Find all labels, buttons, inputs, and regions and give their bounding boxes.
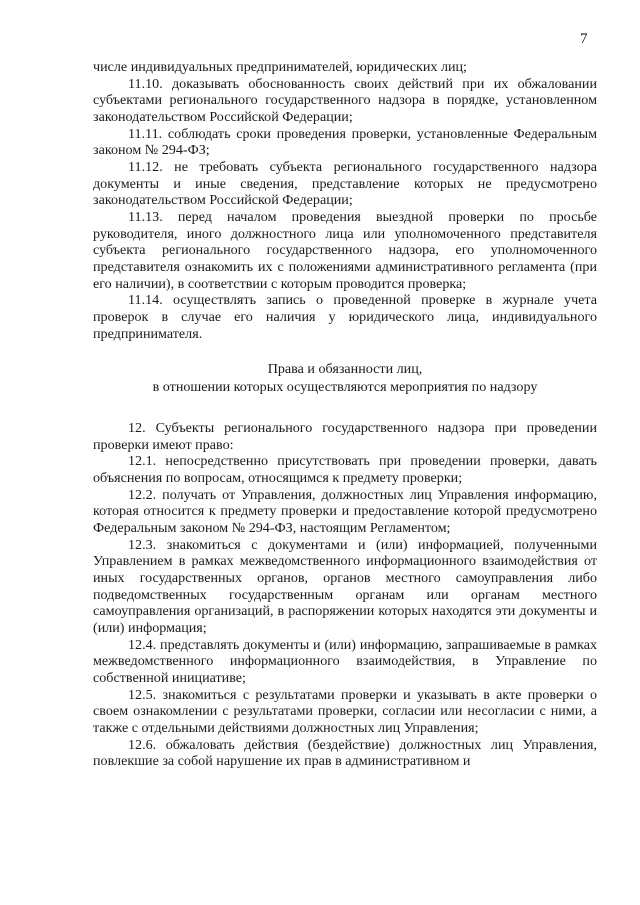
paragraph-12-2: 12.2. получать от Управления, должностных лиц Управления информацию, которая относится к предмету проверки и предоставление которой предусмотрено Федеральным законом № 294-ФЗ, настоящим Регламентом; <box>93 486 597 537</box>
section-heading <box>93 360 597 396</box>
section-heading-line-1: Права и обязанности лиц, <box>267 361 423 378</box>
paragraph-11-14: 11.14. осуществлять запись о проведенной проверке в журнале учета проверок в случае его наличия у юридического лица, индивидуального предпринимателя. <box>93 292 597 342</box>
paragraph-11-13: 11.13. перед началом проведения выездной проверки по просьбе руководителя, иного должностного лица или уполномоченного представителя субъекта регионального государственного надзора, его уполномоченного представителя ознакомить их с положениями административного регламента (при его наличии), в соответствии с которым проводится проверка; <box>93 208 597 292</box>
section-heading-line-2: в отношении которых осуществляются мероприятия по надзору <box>152 379 538 396</box>
body-text <box>93 59 597 770</box>
paragraph-continuation: числе индивидуальных предпринимателей, юридических лиц; <box>93 59 467 75</box>
paragraph-12-6: 12.6. обжаловать действия (бездействие) должностных лиц Управления, повлекшие за собой нарушение их прав в административном и <box>93 736 597 770</box>
paragraph-11-11: 11.11. соблюдать сроки проведения проверки, установленные Федеральным законом № 294-ФЗ; <box>93 125 597 159</box>
paragraph-12-5: 12.5. знакомиться с результатами проверки и указывать в акте проверки о своем ознакомлении с результатами проверки, согласии или несогласии с ними, а также с отдельными действиями должностных лиц Управления; <box>93 686 597 736</box>
paragraph-11-12: 11.12. не требовать субъекта регионального государственного надзора документы и иные сведения, представление которых не предусмотрено законодательством Российской Федерации; <box>93 158 597 209</box>
page-number: 7 <box>580 31 588 47</box>
paragraph-12-4: 12.4. представлять документы и (или) информацию, запрашиваемые в рамках межведомственного информационного взаимодействия, в Управление по собственной инициативе; <box>93 636 597 686</box>
paragraph-12: 12. Субъекты регионального государственного надзора при проведении проверки имеют право: <box>93 420 597 453</box>
paragraph-12-3: 12.3. знакомиться с документами и (или) информацией, полученными Управлением в рамках межведомственного информационного взаимодействия от иных государственных органов, органов местного самоуправления либо подведомственных государственным органам или органам местного самоуправления организаций, в распоряжении которых находятся эти документы и (или) информация; <box>93 536 597 637</box>
paragraph-12-1: 12.1. непосредственно присутствовать при проведении проверки, давать объяснения по вопросам, относящимся к предмету проверки; <box>93 453 597 487</box>
paragraph-11-10: 11.10. доказывать обоснованность своих действий при их обжаловании субъектами регионального государственного надзора в порядке, установленном законодательством Российской Федерации; <box>93 75 597 125</box>
